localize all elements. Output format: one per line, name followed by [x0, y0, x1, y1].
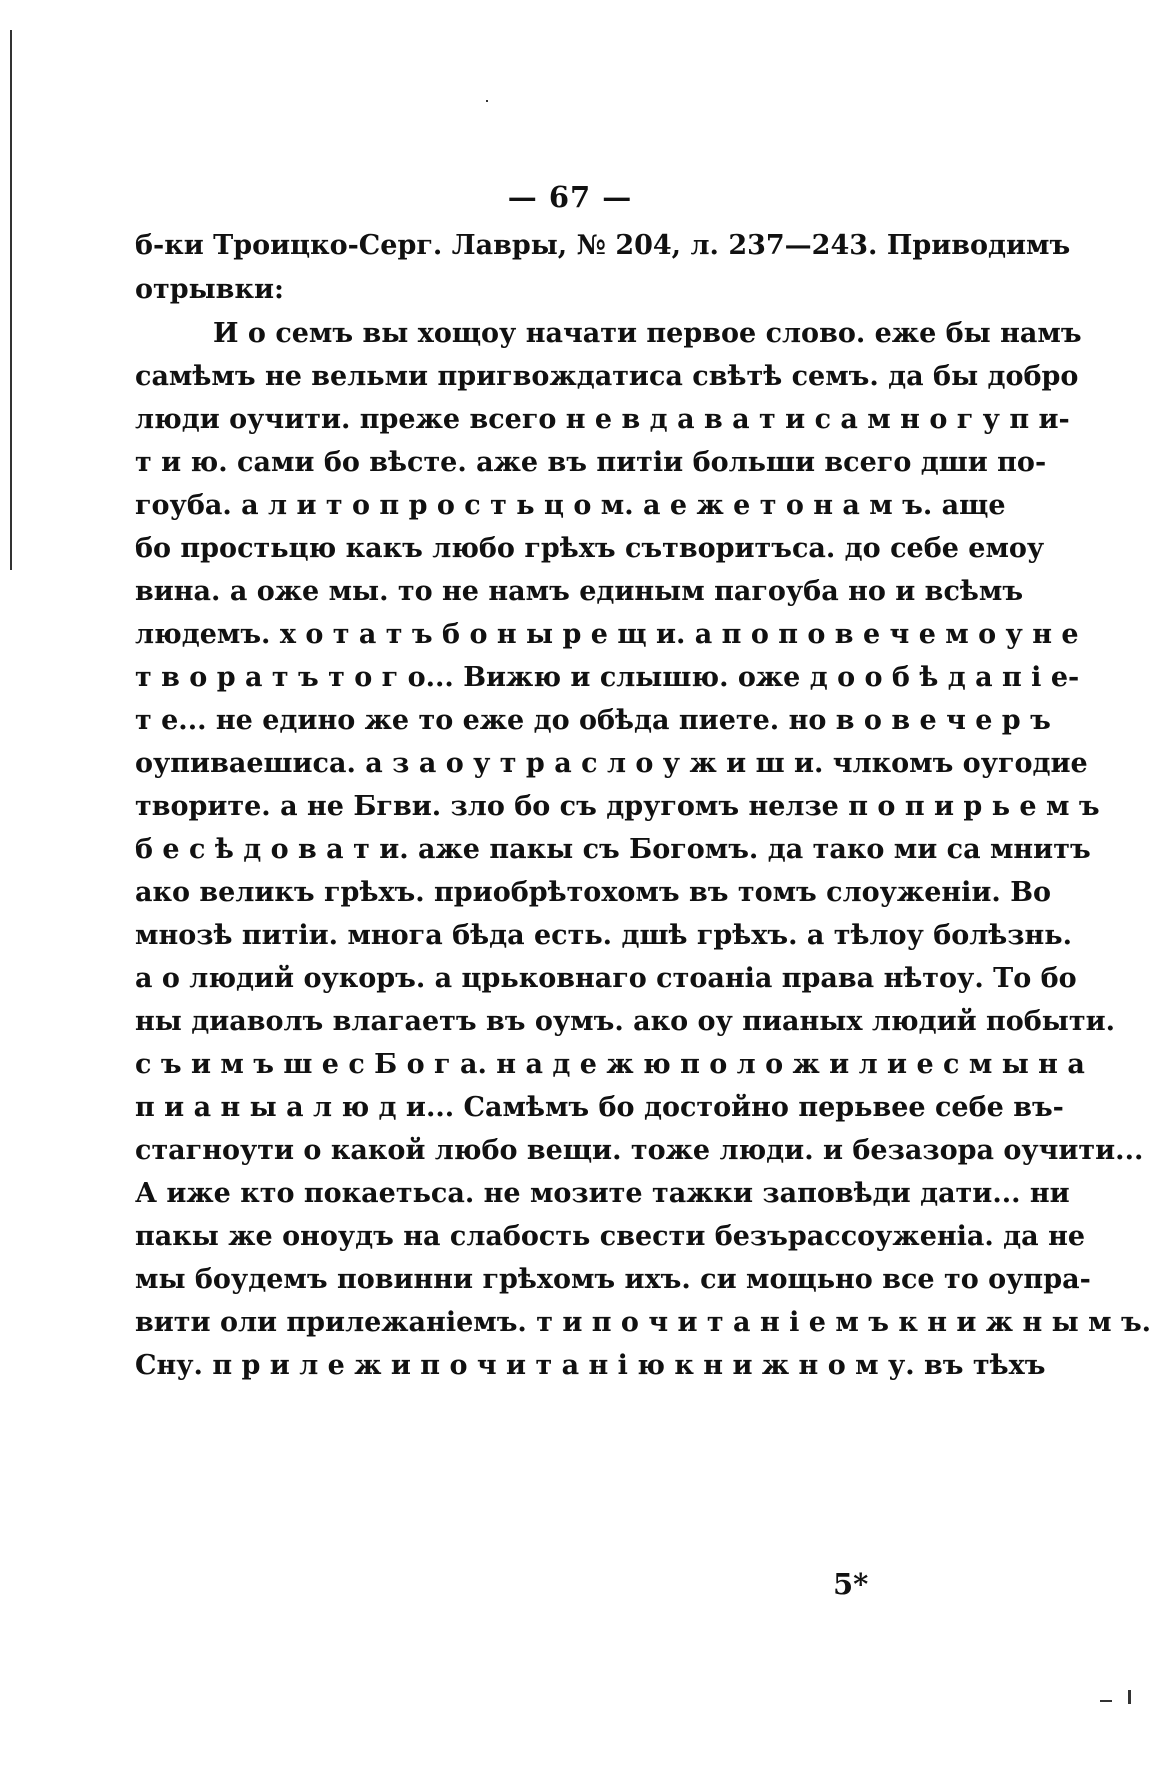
text-line: творите. а не Бгви. зло бо съ другомъ нелзе п о п и р ь е м ъ [135, 791, 1100, 822]
scan-speck [486, 100, 488, 102]
text-line: люди оучити. преже всего н е в д а в а т и с а м н о г у п и- [135, 404, 1070, 435]
text-line: вити оли прилежаніемъ. т и п о ч и т а н і е м ъ к н и ж н ы м ъ. [135, 1307, 1151, 1338]
text-line: а о людий оукоръ. а црьковнаго стоаніа права нѣтоу. То бо [135, 963, 1077, 994]
text-line: людемъ. х о т а т ъ б о н ы р е щ и. а п о п о в е ч е м о у н е [135, 619, 1079, 650]
text-line: отрывки: [135, 274, 284, 305]
text-line: пакы же оноудъ на слабость свести безърассоуженіа. да не [135, 1221, 1086, 1252]
text-line: гоуба. а л и т о п р о с т ь ц о м. а е ж е т о н а м ъ. аще [135, 490, 1006, 521]
page-edge-shadow [10, 30, 12, 570]
text-line: Сну. п р и л е ж и п о ч и т а н і ю к н и ж н о м у. въ тѣхъ [135, 1350, 1046, 1381]
text-line: оупиваешиса. а з а о у т р а с л о у ж и ш и. члкомъ оугодие [135, 748, 1088, 779]
scan-speck [1100, 1700, 1112, 1702]
text-line: п и а н ы а л ю д и... Самѣмъ бо достойно перьвее себе въ- [135, 1092, 1064, 1123]
text-line: И о семъ вы хощоу начати первое слово. еже бы намъ [213, 318, 1082, 349]
text-line: т в о р а т ъ т о г о... Вижю и слышю. оже д о о б ѣ д а п і е- [135, 662, 1080, 693]
text-line: мнозѣ питіи. многа бѣда есть. дшѣ грѣхъ. а тѣлоу болѣзнь. [135, 920, 1072, 951]
text-line: вина. а оже мы. то не намъ единым пагоуба но и всѣмъ [135, 576, 1024, 607]
text-line: б-ки Троицко-Серг. Лавры, № 204, л. 237—243. Приводимъ [135, 230, 1071, 261]
text-line: стагноути о какой любо вещи. тоже люди. и безазора оучити... [135, 1135, 1144, 1166]
text-line: т е... не едино же то еже до обѣда пиете. но в о в е ч е р ъ [135, 705, 1051, 736]
signature-mark: 5* [833, 1567, 869, 1601]
text-line: ны диаволъ влагаетъ въ оумъ. ако оу пианых людий побыти. [135, 1006, 1116, 1037]
scan-speck [1128, 1690, 1131, 1704]
page-number: — 67 — [507, 180, 633, 214]
text-line: ако великъ грѣхъ. приобрѣтохомъ въ томъ слоуженіи. Во [135, 877, 1052, 908]
text-line: мы боудемъ повинни грѣхомъ ихъ. си мощьно все то оупра- [135, 1264, 1091, 1295]
text-line: бо простьцю какъ любо грѣхъ сътворитъса. до себе емоу [135, 533, 1045, 564]
text-line: А иже кто покаетьса. не мозите тажки заповѣди дати... ни [135, 1178, 1070, 1209]
text-line: самѣмъ не вельми пригвождатиса свѣтѣ семъ. да бы добро [135, 361, 1079, 392]
text-line: т и ю. сами бо вѣсте. аже въ питіи больши всего дши по- [135, 447, 1047, 478]
text-line: с ъ и м ъ ш е с Б о г а. н а д е ж ю п о л о ж и л и е с м ы н а [135, 1049, 1085, 1080]
text-line: б е с ѣ д о в а т и. аже пакы съ Богомъ. да тако ми са мнитъ [135, 834, 1091, 865]
